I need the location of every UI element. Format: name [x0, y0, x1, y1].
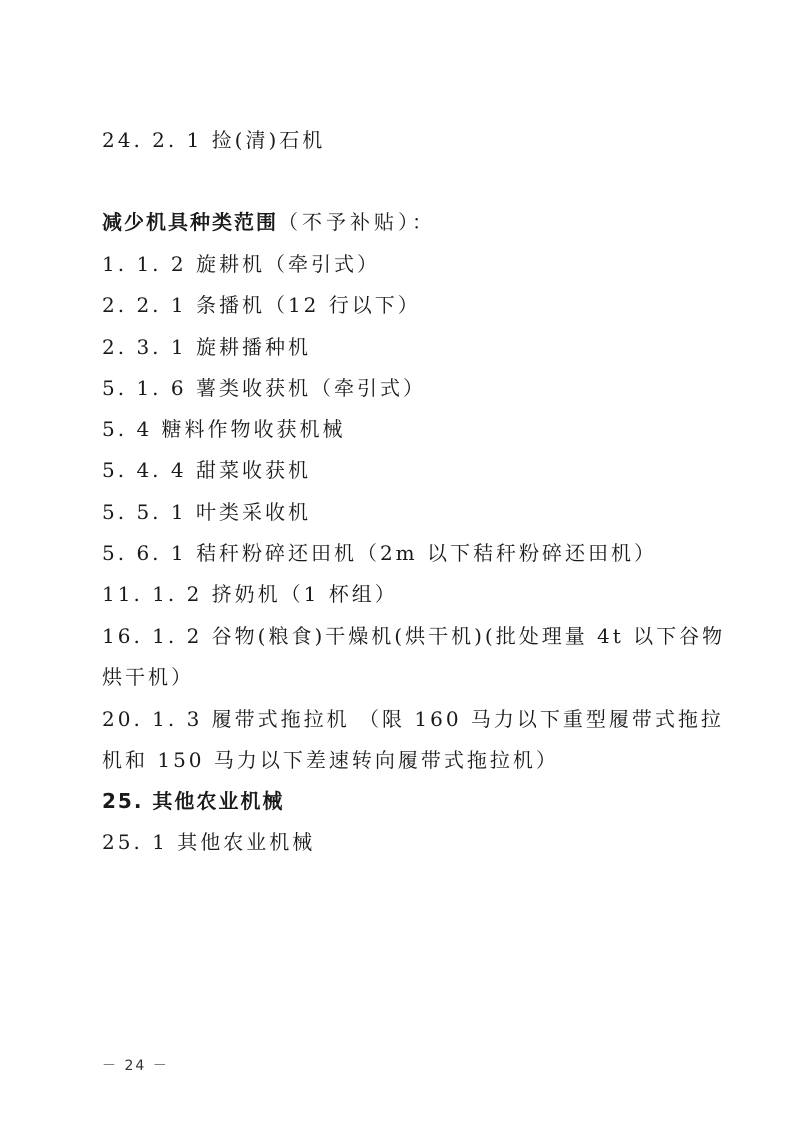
page-number: － 24 － — [102, 1058, 169, 1074]
item-20-1-3-cont: 机和 150 马力以下差速转向履带式拖拉机） — [102, 748, 559, 772]
item-2-2-1: 2. 2. 1 条播机（12 行以下） — [102, 293, 421, 317]
item-1-1-2: 1. 1. 2 旋耕机（牵引式） — [102, 252, 380, 276]
item-5-6-1: 5. 6. 1 秸秆粉碎还田机（2m 以下秸秆粉碎还田机） — [102, 541, 658, 565]
section-heading-note: （不予补贴）： — [278, 210, 436, 234]
item-5-4-4: 5. 4. 4 甜菜收获机 — [102, 458, 311, 482]
item-11-1-2: 11. 1. 2 挤奶机（1 杯组） — [102, 582, 398, 606]
item-2-3-1: 2. 3. 1 旋耕播种机 — [102, 335, 311, 359]
item-5-5-1: 5. 5. 1 叶类采收机 — [102, 500, 311, 524]
item-5-4: 5. 4 糖料作物收获机械 — [102, 417, 346, 441]
item-5-1-6: 5. 1. 6 薯类收获机（牵引式） — [102, 376, 426, 400]
item-24-2-1: 24. 2. 1 捡(清)石机 — [102, 128, 326, 152]
item-16-1-2-cont: 烘干机） — [102, 665, 194, 689]
item-20-1-3: 20. 1. 3 履带式拖拉机 （限 160 马力以下重型履带式拖拉 — [102, 707, 724, 731]
heading-25: 25. 其他农业机械 — [102, 789, 285, 813]
item-25-1: 25. 1 其他农业机械 — [102, 830, 316, 854]
section-heading — [102, 209, 436, 235]
section-heading-text: 减少机具种类范围 — [102, 210, 278, 234]
item-16-1-2: 16. 1. 2 谷物(粮食)干燥机(烘干机)(批处理量 4t 以下谷物 — [102, 624, 726, 648]
